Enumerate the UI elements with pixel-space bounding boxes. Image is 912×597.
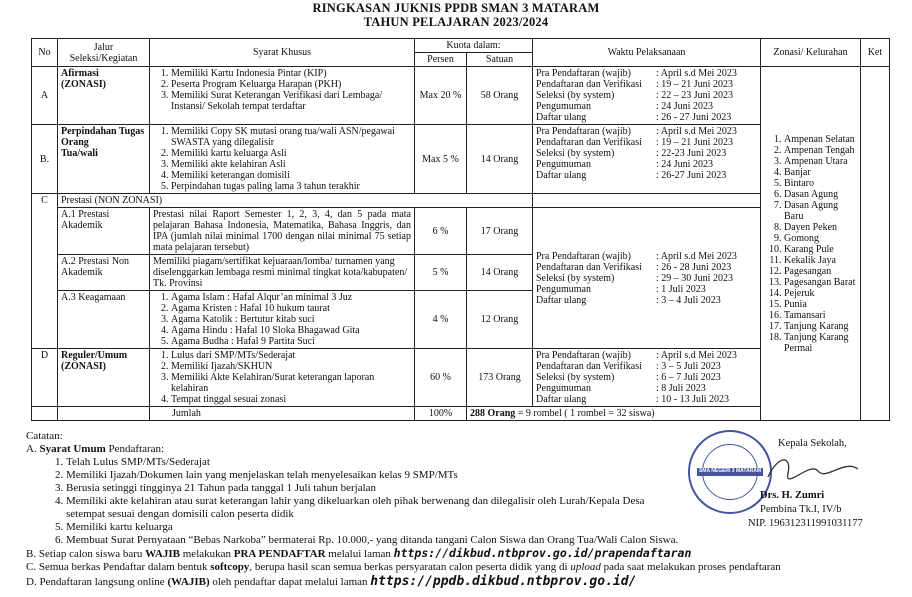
signature-rank: Pembina Tk.I, IV/b bbox=[760, 503, 842, 515]
signature-nip: NIP. 196312311991031177 bbox=[748, 517, 863, 529]
document-title-line2: TAHUN PELAJARAN 2023/2024 bbox=[363, 15, 549, 29]
list-item: 5. Agama Budha : Hafal 9 Partita Suci bbox=[171, 336, 411, 347]
ppdb-summary-table bbox=[31, 38, 890, 421]
waktu-value: : 10 - 13 Juli 2023 bbox=[656, 394, 730, 405]
jalur-cell bbox=[58, 349, 150, 407]
note-d-text: D. Pendaftaran langsung online bbox=[26, 575, 168, 588]
waktu-value: : 19 – 21 Juni 2023 bbox=[656, 137, 733, 148]
waktu-value: : 22 – 23 Juni 2023 bbox=[656, 90, 733, 101]
signature-title: Kepala Sekolah, bbox=[778, 438, 847, 449]
prapendaftaran-link[interactable]: https://dikbud.ntbprov.go.id/prapendaftaran bbox=[393, 545, 692, 560]
zonasi-item: 1. Ampenan Selatan bbox=[784, 134, 857, 145]
satuan-cell: 173 Orang bbox=[467, 349, 533, 407]
zonasi-item: 17. Tanjung Karang bbox=[784, 321, 857, 332]
zonasi-item: 5. Bintaro bbox=[784, 178, 857, 189]
list-item: 1. Memiliki Copy SK mutasi orang tua/wali ASN/pegawai SWASTA yang dilegalisir bbox=[171, 126, 411, 148]
persen-cell: Max 20 % bbox=[415, 67, 467, 125]
note-a-rest: Pendaftaran: bbox=[105, 442, 165, 455]
persen-cell: 4 % bbox=[415, 291, 467, 349]
waktu-value: : 26 - 28 Juni 2023 bbox=[656, 261, 732, 273]
list-item: 3. Memiliki akte kelahiran Asli bbox=[171, 159, 411, 170]
syarat-cell: Prestasi nilai Raport Semester 1, 2, 3, 4, dan 5 pada mata pelajaran Bahasa Indonesia, Matematika, Bahasa Inggris, dan IPA (jumlah nilai minimal 1700 dengan nilai minimal 75 setiap mata pelajaran tersebut) bbox=[150, 208, 415, 255]
note-c-softcopy: softcopy bbox=[210, 560, 250, 573]
waktu-value: : 8 Juli 2023 bbox=[656, 383, 706, 394]
total-empty-cell bbox=[32, 407, 58, 421]
zonasi-item: 15. Punia bbox=[784, 299, 857, 310]
note-d-text: oleh pendaftar dapat melalui laman bbox=[209, 575, 371, 588]
waktu-value: : April s.d Mei 2023 bbox=[656, 250, 737, 262]
zonasi-item: 8. Dayen Peken bbox=[784, 222, 857, 233]
waktu-value: : April s.d Mei 2023 bbox=[656, 68, 737, 79]
zonasi-item: 7. Dasan Agung Baru bbox=[784, 200, 857, 222]
jalur-cell bbox=[58, 125, 150, 194]
note-c-text: , berupa hasil scan semua berkas persyaratan calon peserta didik yang di bbox=[249, 560, 571, 573]
waktu-key: Pengumuman bbox=[536, 383, 591, 394]
persen-cell: 6 % bbox=[415, 208, 467, 255]
list-item: 3. Berusia setinggi tingginya 21 Tahun pada tanggal 1 Juli tahun berjalan bbox=[66, 482, 686, 495]
waktu-cell bbox=[533, 208, 761, 349]
list-item: 1. Lulus dari SMP/MTs/Sederajat bbox=[171, 350, 411, 361]
zonasi-item: 11. Kekalik Jaya bbox=[784, 255, 857, 266]
list-item: 2. Memiliki kartu keluarga Asli bbox=[171, 148, 411, 159]
zonasi-item: 12. Pagesangan bbox=[784, 266, 857, 277]
zonasi-item: 18. Tanjung Karang Permai bbox=[784, 332, 857, 354]
syarat-cell bbox=[150, 67, 415, 125]
row-number: C bbox=[32, 194, 58, 349]
zonasi-item: 9. Gomong bbox=[784, 233, 857, 244]
total-satuan-value: 288 Orang bbox=[470, 408, 516, 419]
waktu-key: Pengumuman bbox=[536, 101, 591, 112]
total-empty-cell bbox=[58, 407, 150, 421]
row-number: A bbox=[32, 67, 58, 125]
note-d-wajib: (WAJIB) bbox=[167, 575, 210, 588]
prestasi-title: Prestasi (NON ZONASI) bbox=[58, 194, 533, 208]
satuan-cell: 14 Orang bbox=[467, 255, 533, 291]
row-number: B. bbox=[32, 125, 58, 194]
waktu-key: Daftar ulang bbox=[536, 394, 587, 405]
waktu-key: Daftar ulang bbox=[536, 170, 587, 181]
waktu-value: : 26-27 Juni 2023 bbox=[656, 170, 727, 181]
satuan-cell: 12 Orang bbox=[467, 291, 533, 349]
note-a-bold: Syarat Umum bbox=[39, 442, 106, 455]
list-item: 4. Memiliki keterangan domisili bbox=[171, 170, 411, 181]
header-waktu: Waktu Pelaksanaan bbox=[533, 39, 761, 67]
waktu-key: Daftar ulang bbox=[536, 112, 587, 123]
zonasi-item: 4. Banjar bbox=[784, 167, 857, 178]
waktu-value: : 19 – 21 Juni 2023 bbox=[656, 79, 733, 90]
notes-heading: Catatan: bbox=[26, 430, 63, 442]
list-item: 2. Memiliki Ijazah/SKHUN bbox=[171, 361, 411, 372]
waktu-cell-empty bbox=[533, 194, 761, 208]
header-zonasi: Zonasi/ Kelurahan bbox=[761, 39, 861, 67]
list-item: 2. Memiliki Ijazah/Dokumen lain yang menjelaskan telah menyelesaikan kelas 9 SMP/MTs bbox=[66, 469, 686, 482]
waktu-key: Seleksi (by system) bbox=[536, 148, 615, 159]
zonasi-item: 16. Tamansari bbox=[784, 310, 857, 321]
list-item: 4. Memiliki akte kelahiran atau surat keterangan lahir yang dikeluarkan oleh pihak berwenang dan dilegalisir oleh Lurah/Kepala Desa setempat sesuai dengan domisili calon peserta didik bbox=[66, 495, 686, 521]
document-title-line1: RINGKASAN JUKNIS PPDB SMAN 3 MATARAM bbox=[312, 1, 600, 15]
zonasi-item: 14. Pejeruk bbox=[784, 288, 857, 299]
waktu-key: Seleksi (by system) bbox=[536, 90, 615, 101]
jalur-cell bbox=[58, 67, 150, 125]
syarat-cell: Memiliki piagam/sertifikat kejuaraan/lomba/ turnamen yang diselenggarkan lembaga resmi minimal tingkat kota/kabupaten/ Tk. Provinsi bbox=[150, 255, 415, 291]
waktu-key: Pra Pendaftaran (wajib) bbox=[536, 68, 631, 79]
syarat-cell bbox=[150, 291, 415, 349]
list-item: 1. Memiliki Kartu Indonesia Pintar (KIP) bbox=[171, 68, 411, 79]
waktu-value: : 24 Juni 2023 bbox=[656, 159, 713, 170]
header-persen: Persen bbox=[415, 53, 467, 67]
waktu-key: Pra Pendaftaran (wajib) bbox=[536, 250, 631, 262]
total-rombel-note: = 9 rombel ( 1 rombel = 32 siswa) bbox=[515, 408, 655, 419]
waktu-key: Pendaftaran dan Verifikasi bbox=[536, 361, 642, 372]
signature-block bbox=[748, 437, 908, 530]
zonasi-item: 2. Ampenan Tengah bbox=[784, 145, 857, 156]
list-item: 4. Agama Hindu : Hafal 10 Sloka Bhagawad Gita bbox=[171, 325, 411, 336]
note-b bbox=[26, 547, 906, 561]
waktu-key: Seleksi (by system) bbox=[536, 272, 615, 284]
zonasi-cell bbox=[761, 67, 861, 421]
ppdb-link[interactable]: https://ppdb.dikbud.ntbprov.go.id/ bbox=[370, 573, 637, 589]
header-no: No bbox=[32, 39, 58, 67]
note-c-text: pada saat melakukan proses pendaftaran bbox=[600, 560, 781, 573]
list-item: 5. Perpindahan tugas paling lama 3 tahun terakhir bbox=[171, 181, 411, 192]
jalur-sub: (ZONASI) bbox=[61, 79, 107, 90]
jalur-cell: A.1 Prestasi Akademik bbox=[58, 208, 150, 255]
total-persen: 100% bbox=[415, 407, 467, 421]
waktu-key: Pendaftaran dan Verifikasi bbox=[536, 261, 642, 273]
note-b-text: B. Setiap calon siswa baru bbox=[26, 547, 146, 560]
persen-cell: 60 % bbox=[415, 349, 467, 407]
note-d bbox=[26, 574, 906, 589]
waktu-value: : April s.d Mei 2023 bbox=[656, 126, 737, 137]
syarat-cell bbox=[150, 349, 415, 407]
waktu-value: : 29 – 30 Juni 2023 bbox=[656, 272, 733, 284]
jalur-sub: Tua/wali bbox=[61, 148, 98, 159]
handwritten-signature bbox=[748, 451, 898, 485]
jalur-sub: (ZONASI) bbox=[61, 361, 107, 372]
list-item: 1. Agama Islam : Hafal Alqur’an minimal 3 Juz bbox=[171, 292, 411, 303]
total-satuan bbox=[467, 407, 761, 421]
jalur-cell: A.3 Keagamaan bbox=[58, 291, 150, 349]
header-syarat: Syarat Khusus bbox=[150, 39, 415, 67]
header-row bbox=[32, 39, 890, 53]
list-item: 2. Peserta Program Keluarga Harapan (PKH) bbox=[171, 79, 411, 90]
note-c bbox=[26, 561, 906, 574]
waktu-cell bbox=[533, 125, 761, 194]
waktu-key: Daftar ulang bbox=[536, 294, 587, 306]
waktu-key: Pra Pendaftaran (wajib) bbox=[536, 350, 631, 361]
zonasi-item: 6. Dasan Agung bbox=[784, 189, 857, 200]
header-ket: Ket bbox=[861, 39, 890, 67]
list-item: 5. Memiliki kartu keluarga bbox=[66, 521, 686, 534]
list-item: 3. Memiliki Akte Kelahiran/Surat keterangan laporan kelahiran bbox=[171, 372, 411, 394]
persen-cell: 5 % bbox=[415, 255, 467, 291]
satuan-cell: 17 Orang bbox=[467, 208, 533, 255]
jalur-title: Afirmasi bbox=[61, 68, 99, 79]
satuan-cell: 58 Orang bbox=[467, 67, 533, 125]
note-b-text: melalui laman bbox=[325, 547, 394, 560]
stamp-text: SMA NEGERI 3 MATARAM bbox=[698, 468, 762, 475]
waktu-key: Pendaftaran dan Verifikasi bbox=[536, 79, 642, 90]
waktu-key: Pendaftaran dan Verifikasi bbox=[536, 137, 642, 148]
list-item: 4. Tempat tinggal sesuai zonasi bbox=[171, 394, 411, 405]
ket-cell bbox=[861, 67, 890, 421]
waktu-cell bbox=[533, 349, 761, 407]
persen-cell: Max 5 % bbox=[415, 125, 467, 194]
list-item: 3. Memiliki Surat Keterangan Verifikasi dari Lembaga/ Instansi/ Sekolah tempat terdaftar bbox=[171, 90, 411, 112]
waktu-cell bbox=[533, 67, 761, 125]
header-jalur: Jalur Seleksi/Kegiatan bbox=[58, 39, 150, 67]
zonasi-item: 10. Karang Pule bbox=[784, 244, 857, 255]
waktu-value: : 6 – 7 Juli 2023 bbox=[656, 372, 721, 383]
list-item: 2. Agama Kristen : Hafal 10 hukum taurat bbox=[171, 303, 411, 314]
waktu-key: Pengumuman bbox=[536, 159, 591, 170]
header-satuan: Satuan bbox=[467, 53, 533, 67]
note-b-pra: PRA PENDAFTAR bbox=[233, 547, 326, 560]
list-item: 6. Membuat Surat Pernyataan “Bebas Narkoba” bermaterai Rp. 10.000,- yang ditanda tangani Calon Siswa dan Orang Tua/Wali Calon Siswa. bbox=[66, 534, 686, 547]
syarat-cell bbox=[150, 125, 415, 194]
waktu-value: : 1 Juli 2023 bbox=[656, 283, 706, 295]
zonasi-item: 3. Ampenan Utara bbox=[784, 156, 857, 167]
waktu-value: : 3 – 5 Juli 2023 bbox=[656, 361, 721, 372]
waktu-value: : 22-23 Juni 2023 bbox=[656, 148, 727, 159]
satuan-cell: 14 Orang bbox=[467, 125, 533, 194]
waktu-value: : 24 Juni 2023 bbox=[656, 101, 713, 112]
waktu-value: : April s.d Mei 2023 bbox=[656, 350, 737, 361]
total-label: Jumlah bbox=[150, 407, 415, 421]
row-number: D bbox=[32, 349, 58, 407]
jalur-title: Perpindahan Tugas Orang bbox=[61, 126, 145, 148]
jalur-cell: A.2 Prestasi Non Akademik bbox=[58, 255, 150, 291]
waktu-value: : 3 – 4 Juli 2023 bbox=[656, 294, 721, 306]
header-kuota: Kuota dalam: bbox=[415, 39, 533, 53]
note-c-text: C. Semua berkas Pendaftar dalam bentuk bbox=[26, 560, 211, 573]
list-item: 3. Agama Katolik : Bertutur kitab suci bbox=[171, 314, 411, 325]
table-row-afirmasi bbox=[32, 67, 890, 125]
list-item: 1. Telah Lulus SMP/MTs/Sederajat bbox=[66, 456, 686, 469]
jalur-title: Reguler/Umum bbox=[61, 350, 128, 361]
waktu-value: : 26 - 27 Juni 2023 bbox=[656, 112, 732, 123]
waktu-key: Pengumuman bbox=[536, 283, 591, 295]
note-a-prefix: A. bbox=[26, 442, 40, 455]
waktu-key: Seleksi (by system) bbox=[536, 372, 615, 383]
note-b-text: melakukan bbox=[180, 547, 234, 560]
note-b-wajib: WAJIB bbox=[145, 547, 180, 560]
zonasi-item: 13. Pagesangan Barat bbox=[784, 277, 857, 288]
note-c-upload: upload bbox=[570, 560, 601, 573]
signature-name: Drs. H. Zumri bbox=[760, 490, 825, 502]
waktu-key: Pra Pendaftaran (wajib) bbox=[536, 126, 631, 137]
